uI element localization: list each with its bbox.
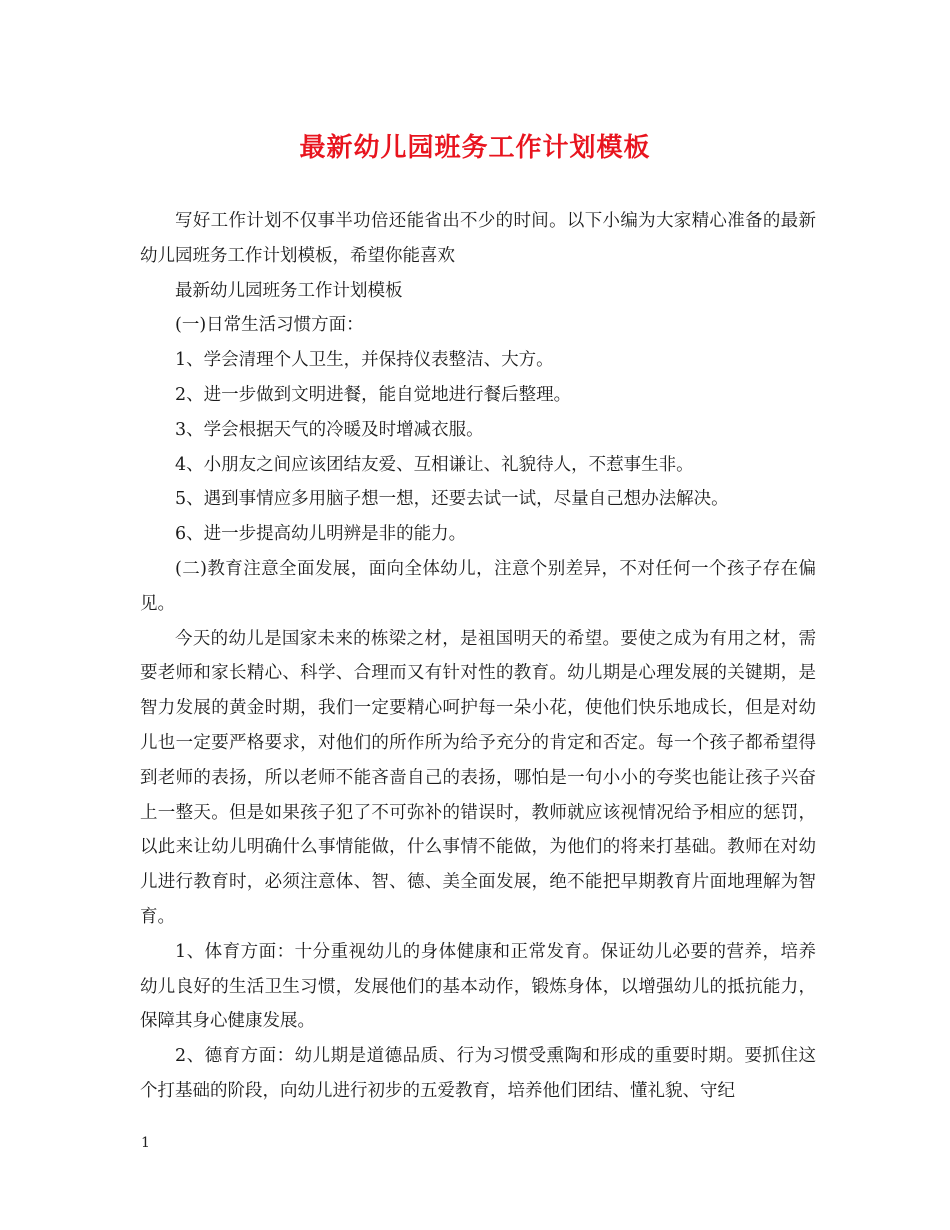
page-number: 1 bbox=[141, 1135, 150, 1151]
paragraph-item-2: 2、进一步做到文明进餐，能自觉地进行餐后整理。 bbox=[175, 384, 572, 405]
paragraph-item-1: 1、学会清理个人卫生，并保持仪表整洁、大方。 bbox=[175, 350, 554, 371]
document-title: 最新幼儿园班务工作计划模板 bbox=[299, 133, 651, 163]
paragraph-section-1: (一)日常生活习惯方面： bbox=[175, 315, 364, 336]
paragraph-section-2: (二)教育注意全面发展，面向全体幼儿，注意个别差异，不对任何一个孩子存在偏见。 bbox=[140, 558, 816, 614]
paragraph-item-5: 5、遇到事情应多用脑子想一想，还要去试一试，尽量自己想办法解决。 bbox=[175, 489, 729, 510]
paragraph-item-4: 4、小朋友之间应该团结友爱、互相谦让、礼貌待人，不惹事生非。 bbox=[175, 454, 694, 475]
paragraph-sports: 1、体育方面：十分重视幼儿的身体健康和正常发育。保证幼儿必要的营养，培养幼儿良好的生活卫生习惯，发展他们的基本动作，锻炼身体，以增强幼儿的抵抗能力，保障其身心健康发展。 bbox=[140, 941, 816, 1032]
document-body bbox=[140, 204, 816, 1109]
paragraph-intro: 写好工作计划不仅事半功倍还能省出不少的时间。以下小编为大家精心准备的最新幼儿园班务工作计划模板，希望你能喜欢 bbox=[140, 211, 816, 266]
paragraph-item-6: 6、进一步提高幼儿明辨是非的能力。 bbox=[175, 524, 467, 545]
paragraph-item-3: 3、学会根据天气的冷暖及时增减衣服。 bbox=[175, 419, 484, 440]
paragraph-main: 今天的幼儿是国家未来的栋梁之材，是祖国明天的希望。要使之成为有用之材，需要老师和家长精心、科学、合理而又有针对性的教育。幼儿期是心理发展的关键期，是智力发展的黄金时期，我们一定要精心呵护每一朵小花，使他们快乐地成长，但是对幼儿也一定要严格要求，对他们的所作所为给予充分的肯定和否定。每一个孩子都希望得到老师的表扬，所以老师不能吝啬自己的表扬，哪怕是一句小小的夸奖也能让孩子兴奋上一整天。但是如果孩子犯了不可弥补的错误时，教师就应该视情况给予相应的惩罚，以此来让幼儿明确什么事情能做，什么事情不能做，为他们的将来打基础。教师在对幼儿进行教育时，必须注意体、智、德、美全面发展，绝不能把早期教育片面地理解为智育。 bbox=[140, 628, 816, 927]
paragraph-subtitle: 最新幼儿园班务工作计划模板 bbox=[175, 280, 403, 301]
paragraph-morality: 2、德育方面：幼儿期是道德品质、行为习惯受熏陶和形成的重要时期。要抓住这个打基础的阶段，向幼儿进行初步的五爱教育，培养他们团结、懂礼貌、守纪 bbox=[140, 1046, 816, 1101]
